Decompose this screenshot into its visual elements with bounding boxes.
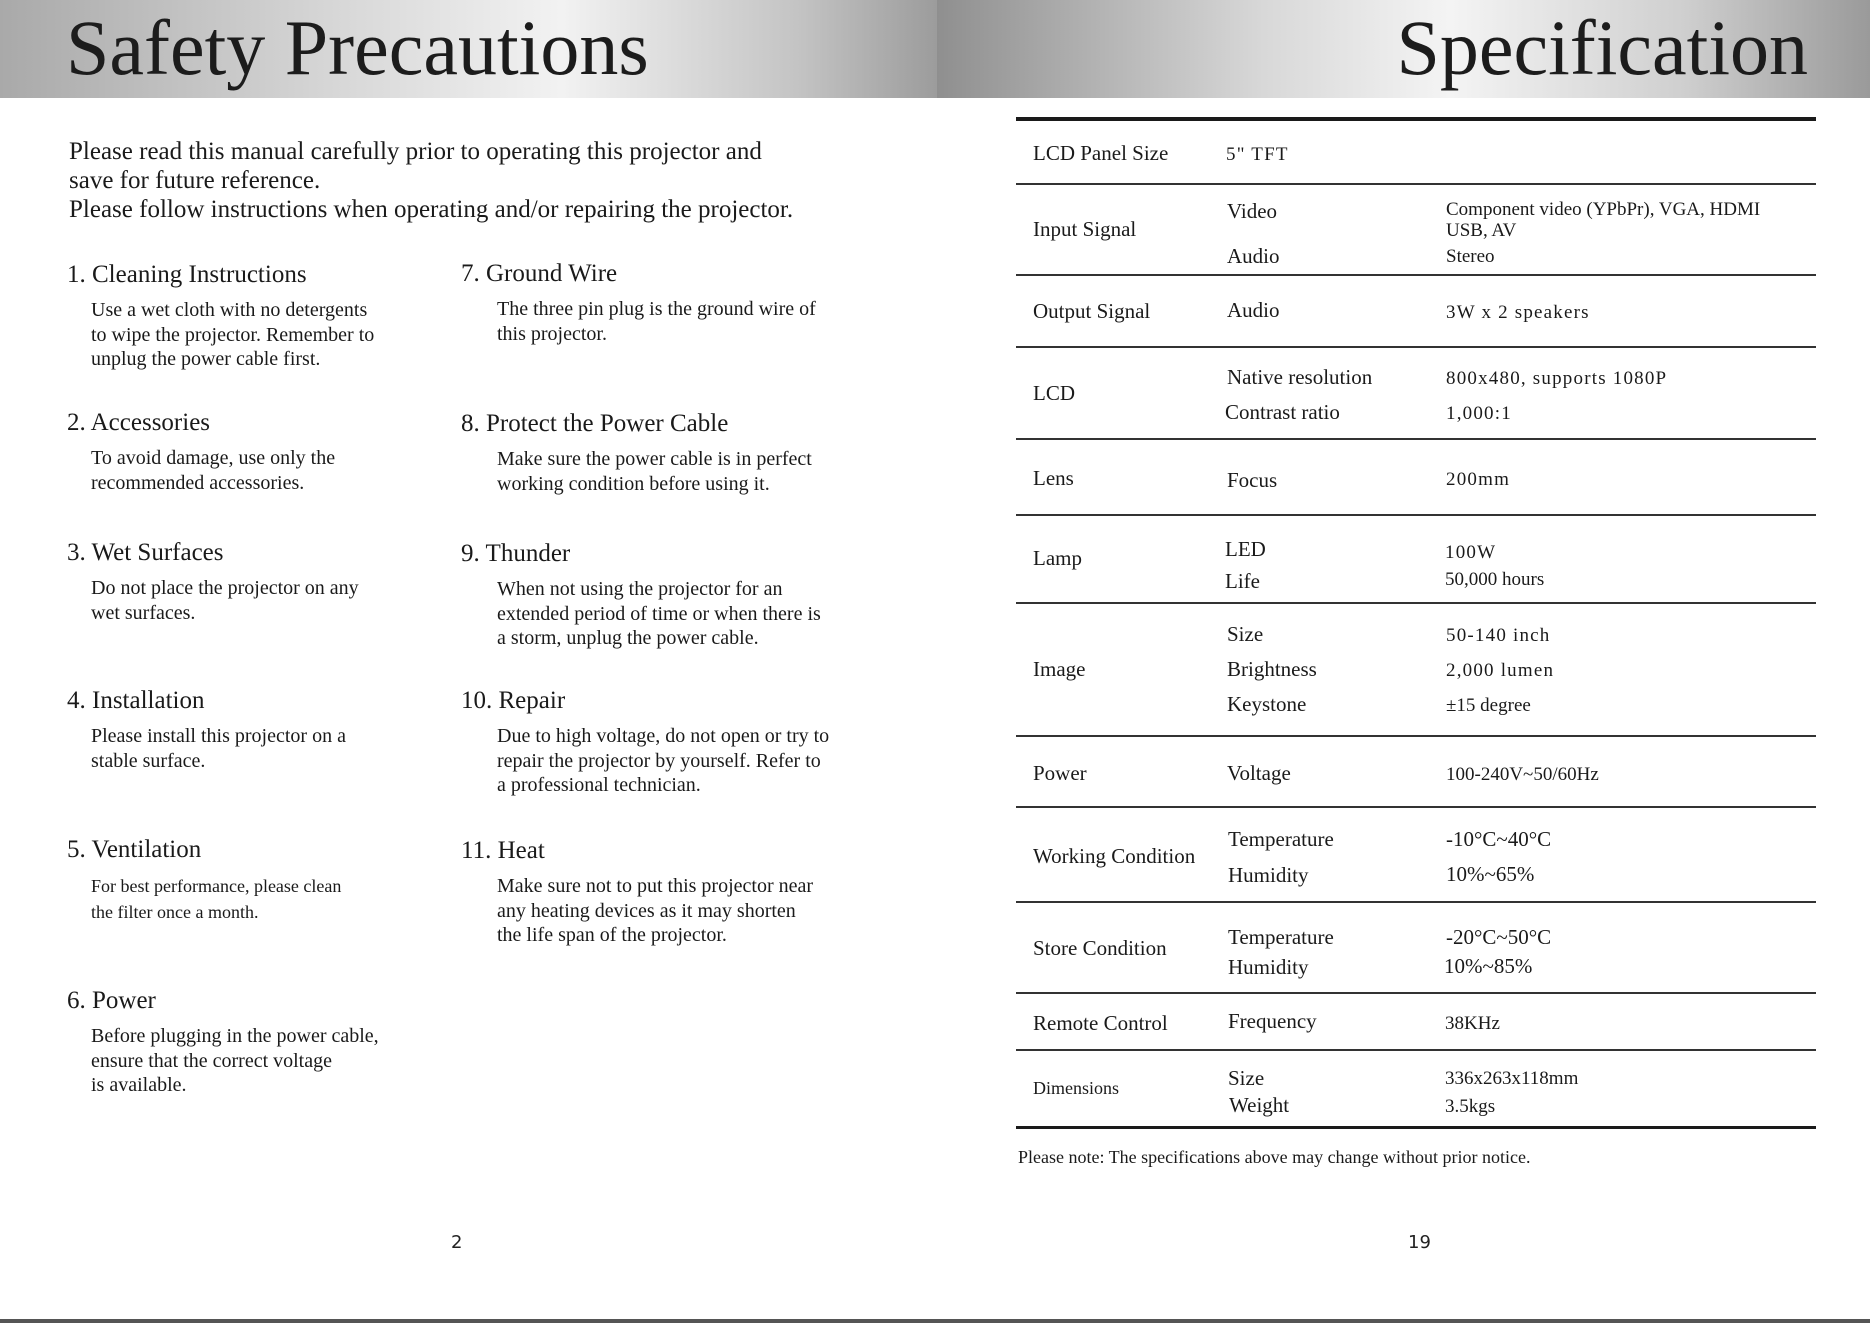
spec-value: 2,000 lumen <box>1446 660 1555 681</box>
section-heading: 3. Wet Surfaces <box>67 539 224 566</box>
body-line: Before plugging in the power cable, <box>91 1025 379 1047</box>
section-body <box>461 447 861 496</box>
safety-precautions-title: Safety Precautions <box>66 4 649 91</box>
section-body <box>67 724 467 773</box>
body-line: any heating devices as it may shorten <box>497 899 796 922</box>
spec-label: Store Condition <box>1033 936 1167 960</box>
spec-sublabel: Weight <box>1229 1093 1290 1117</box>
section-ventilation <box>67 835 467 925</box>
spec-row-remote-control <box>1016 994 1816 1051</box>
spec-sublabel: Temperature <box>1228 827 1334 851</box>
spec-sublabel: Humidity <box>1228 955 1309 979</box>
section-body <box>461 297 861 346</box>
section-wet-surfaces <box>67 538 467 625</box>
section-body <box>461 577 861 651</box>
intro-text <box>69 137 889 224</box>
body-line: unplug the power cable first. <box>91 348 321 370</box>
spec-value: 5" TFT <box>1226 144 1289 165</box>
spec-value: 800x480, supports 1080P <box>1446 368 1668 389</box>
section-heading: 1. Cleaning Instructions <box>67 261 307 288</box>
spec-sublabel: Voltage <box>1227 761 1291 785</box>
section-heading: 4. Installation <box>67 687 205 714</box>
spec-label: Remote Control <box>1033 1011 1168 1035</box>
section-ground-wire <box>461 259 861 346</box>
spec-value: 1,000:1 <box>1446 403 1512 424</box>
spec-label: Lens <box>1033 466 1074 490</box>
spec-row-lens <box>1016 440 1816 516</box>
section-body <box>67 1024 467 1098</box>
body-line: For best performance, please clean <box>91 876 342 896</box>
section-body <box>67 576 467 625</box>
body-line: is available. <box>91 1074 187 1096</box>
spec-label: Power <box>1033 761 1087 785</box>
spec-sublabel: Temperature <box>1228 925 1334 949</box>
specification-title: Specification <box>1396 4 1808 91</box>
spec-label: Dimensions <box>1033 1078 1120 1098</box>
section-body <box>461 874 861 948</box>
section-protect-power-cable <box>461 409 861 496</box>
spec-label: Lamp <box>1033 546 1082 570</box>
spec-value: 50-140 inch <box>1446 625 1551 646</box>
spec-sublabel: LED <box>1225 537 1266 561</box>
page-number-left: 2 <box>451 1232 463 1253</box>
body-line: the life span of the projector. <box>497 924 727 946</box>
section-body <box>67 446 467 495</box>
spec-sublabel: Audio <box>1227 244 1280 268</box>
spec-value: 100W <box>1445 542 1497 563</box>
spec-sublabel: Frequency <box>1228 1009 1317 1033</box>
body-line: the filter once a month. <box>91 902 259 922</box>
spec-value: 10%~85% <box>1444 954 1533 978</box>
spec-sublabel: Humidity <box>1228 863 1309 887</box>
body-line: a storm, unplug the power cable. <box>497 627 759 649</box>
spec-disclaimer-note: Please note: The specifications above may change without prior notice. <box>1018 1147 1531 1167</box>
spec-value: 50,000 hours <box>1445 569 1545 590</box>
body-line: Please install this projector on a <box>91 725 346 747</box>
body-line: Make sure not to put this projector near <box>497 875 814 897</box>
intro-line: Please read this manual carefully prior to operating this projector and <box>69 138 762 165</box>
body-line: this projector. <box>497 322 607 345</box>
spec-row-working-condition <box>1016 808 1816 903</box>
body-line: recommended accessories. <box>91 471 305 494</box>
spec-value: ±15 degree <box>1446 695 1531 716</box>
spec-row-store-condition <box>1016 903 1816 994</box>
spec-sublabel: Audio <box>1227 298 1280 322</box>
section-body <box>67 873 467 925</box>
section-heat <box>461 836 861 948</box>
spec-sublabel: Native resolution <box>1227 365 1373 389</box>
spec-sublabel: Size <box>1228 1066 1265 1090</box>
body-line: a professional technician. <box>497 774 701 796</box>
spec-sublabel: Brightness <box>1227 657 1317 681</box>
spec-value: Stereo <box>1446 246 1495 267</box>
spec-value: 10%~65% <box>1446 862 1535 886</box>
body-line: ensure that the correct voltage <box>91 1049 332 1072</box>
spec-sublabel: Contrast ratio <box>1225 400 1340 424</box>
body-line: to wipe the projector. Remember to <box>91 323 375 346</box>
spec-value: 38KHz <box>1445 1013 1500 1034</box>
intro-line: save for future reference. <box>69 167 321 194</box>
spec-value: Component video (YPbPr), VGA, HDMI USB, AV <box>1446 199 1761 241</box>
spec-value: 3.5kgs <box>1445 1096 1496 1117</box>
body-line: repair the projector by yourself. Refer to <box>497 749 821 772</box>
intro-line: Please follow instructions when operating and/or repairing the projector. <box>69 196 794 223</box>
section-repair <box>461 686 861 798</box>
spec-sublabel: Video <box>1227 199 1278 223</box>
section-body <box>67 298 467 372</box>
section-heading: 7. Ground Wire <box>461 260 618 287</box>
body-line: extended period of time or when there is <box>497 602 821 625</box>
spec-row-lcd <box>1016 348 1816 440</box>
section-cleaning-instructions <box>67 260 467 372</box>
spec-value: 100-240V~50/60Hz <box>1446 764 1599 785</box>
body-line: Do not place the projector on any <box>91 577 359 599</box>
body-line: Use a wet cloth with no detergents <box>91 299 368 321</box>
spec-value: -20°C~50°C <box>1446 925 1552 949</box>
spec-label: LCD Panel Size <box>1033 141 1169 165</box>
section-heading: 8. Protect the Power Cable <box>461 410 729 437</box>
bottom-rule <box>0 1319 1870 1323</box>
spec-row-power <box>1016 737 1816 808</box>
body-line: The three pin plug is the ground wire of <box>497 298 816 320</box>
body-line: Due to high voltage, do not open or try to <box>497 725 830 747</box>
spec-sublabel: Size <box>1227 622 1264 646</box>
section-heading: 2. Accessories <box>67 409 211 436</box>
body-line: Make sure the power cable is in perfect <box>497 448 812 470</box>
spec-sublabel: Focus <box>1227 468 1278 492</box>
section-thunder <box>461 539 861 651</box>
body-line: When not using the projector for an <box>497 578 783 600</box>
spec-label: Working Condition <box>1033 844 1196 868</box>
spec-sublabel: Life <box>1225 569 1260 593</box>
spec-row-lcd-panel-size <box>1016 121 1816 185</box>
body-line: wet surfaces. <box>91 601 196 624</box>
spec-label: Image <box>1033 657 1086 681</box>
spec-value: -10°C~40°C <box>1446 827 1552 851</box>
section-heading: 6. Power <box>67 987 156 1014</box>
section-body <box>461 724 861 798</box>
section-accessories <box>67 408 467 495</box>
section-installation <box>67 686 467 773</box>
section-heading: 10. Repair <box>461 687 566 714</box>
spec-value: 336x263x118mm <box>1445 1068 1579 1089</box>
body-line: working condition before using it. <box>497 472 770 495</box>
section-heading: 9. Thunder <box>461 540 571 567</box>
spec-sublabel: Keystone <box>1227 692 1307 716</box>
spec-row-input-signal <box>1016 185 1816 276</box>
spec-row-lamp <box>1016 516 1816 604</box>
spec-label: Output Signal <box>1033 299 1151 323</box>
body-line: To avoid damage, use only the <box>91 447 336 469</box>
section-heading: 5. Ventilation <box>67 836 202 863</box>
spec-row-output-signal <box>1016 276 1816 348</box>
section-heading: 11. Heat <box>461 837 545 864</box>
spec-label: Input Signal <box>1033 217 1137 241</box>
spec-value: 200mm <box>1446 469 1511 490</box>
spec-row-image <box>1016 604 1816 737</box>
section-power <box>67 986 467 1098</box>
body-line: stable surface. <box>91 749 206 772</box>
spec-label: LCD <box>1033 381 1075 405</box>
spec-row-dimensions <box>1016 1051 1816 1129</box>
spec-value: 3W x 2 speakers <box>1446 302 1590 323</box>
page-number-right: 19 <box>1408 1232 1431 1253</box>
